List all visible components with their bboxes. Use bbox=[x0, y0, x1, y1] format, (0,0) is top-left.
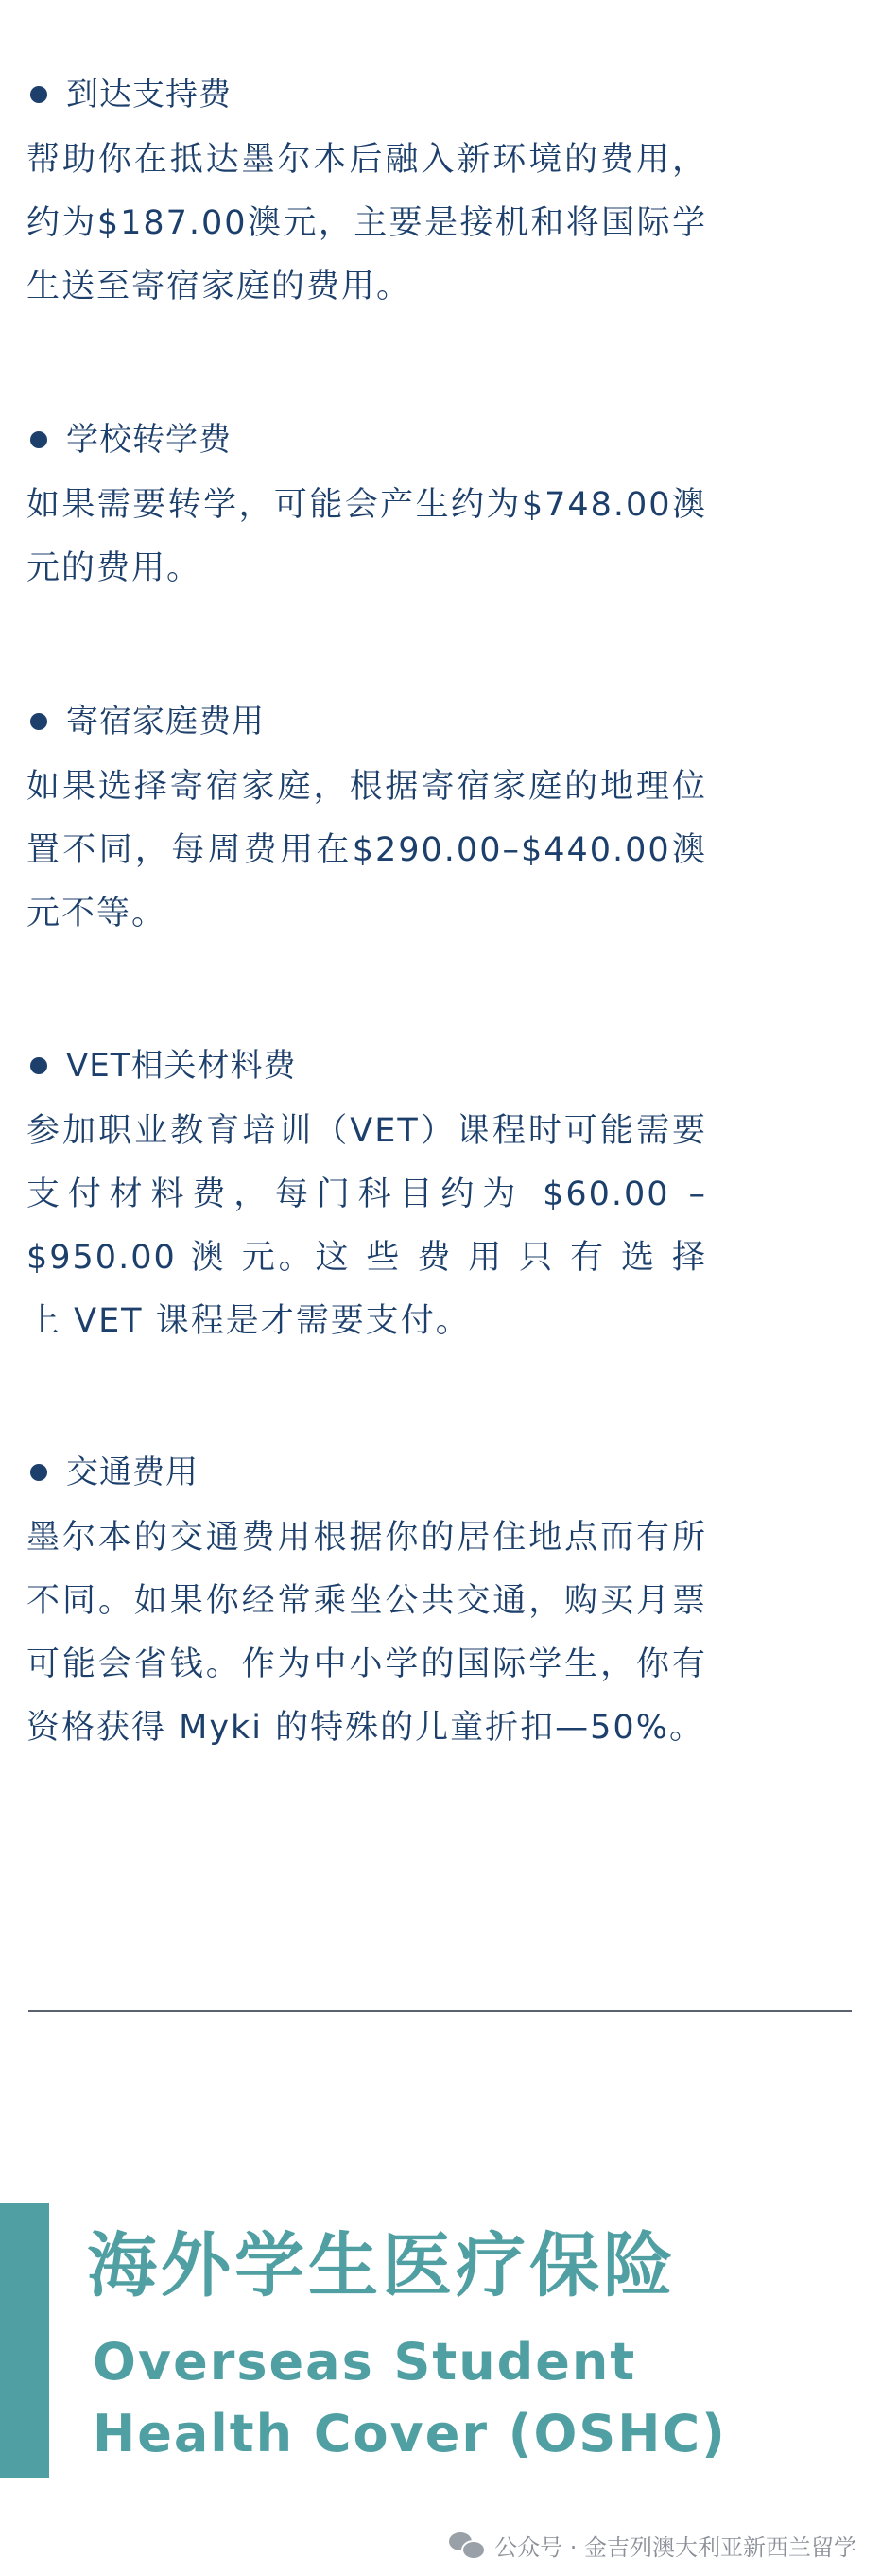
fee-section-vet-materials bbox=[26, 1045, 707, 1353]
fee-title: 到达支持费 bbox=[66, 76, 232, 113]
fee-section-arrival-support bbox=[26, 74, 707, 319]
bullet-dot-icon bbox=[30, 1464, 47, 1481]
bullet-dot-icon bbox=[30, 431, 47, 448]
footer-attribution bbox=[449, 2529, 856, 2562]
fee-heading bbox=[26, 701, 707, 744]
footer-account-name: 公众号 · 金吉列澳大利亚新西兰留学 bbox=[494, 2534, 856, 2561]
oshc-title-chinese: 海外学生医疗保险 bbox=[87, 2225, 677, 2306]
fee-heading bbox=[26, 1045, 707, 1088]
fee-title: VET相关材料费 bbox=[66, 1047, 297, 1085]
fee-description: 墨尔本的交通费用根据你的居住地点而有所不同。如果你经常乘坐公共交通，购买月票可能会省钱。作为中小学的国际学生，你有资格获得 Myki 的特殊的儿童折扣—50%。 bbox=[26, 1519, 707, 1747]
fee-description: 帮助你在抵达墨尔本后融入新环境的费用，约为$187.00澳元，主要是接机和将国际学生送至寄宿家庭的费用。 bbox=[26, 141, 707, 305]
section-divider bbox=[28, 2010, 852, 2012]
wechat-icon bbox=[449, 2532, 485, 2559]
fee-heading bbox=[26, 1452, 707, 1495]
oshc-accent-bar bbox=[0, 2203, 49, 2478]
fee-title: 寄宿家庭费用 bbox=[66, 703, 265, 740]
bullet-dot-icon bbox=[30, 713, 47, 730]
fee-section-homestay bbox=[26, 701, 707, 946]
fee-section-transport bbox=[26, 1452, 707, 1760]
bullet-dot-icon bbox=[30, 1057, 47, 1074]
fee-description: 如果选择寄宿家庭，根据寄宿家庭的地理位置不同，每周费用在$290.00–$440.00澳元不等。 bbox=[26, 768, 707, 932]
fee-title: 交通费用 bbox=[66, 1453, 199, 1491]
fee-title: 学校转学费 bbox=[66, 421, 232, 459]
fee-description: 如果需要转学，可能会产生约为$748.00澳元的费用。 bbox=[26, 486, 707, 587]
fee-section-transfer bbox=[26, 419, 707, 600]
fee-description: 参加职业教育培训（VET）课程时可能需要支付材料费，每门科目约为 $60.00 – $950.00 澳 元。这 些 费 用 只 有 选 择 上 VET 课程是才需要支付。 bbox=[26, 1112, 707, 1340]
fee-heading bbox=[26, 74, 707, 117]
fee-heading bbox=[26, 419, 707, 462]
oshc-title-english: Overseas Student Health Cover (OSHC) bbox=[93, 2332, 727, 2463]
bullet-dot-icon bbox=[30, 86, 47, 103]
